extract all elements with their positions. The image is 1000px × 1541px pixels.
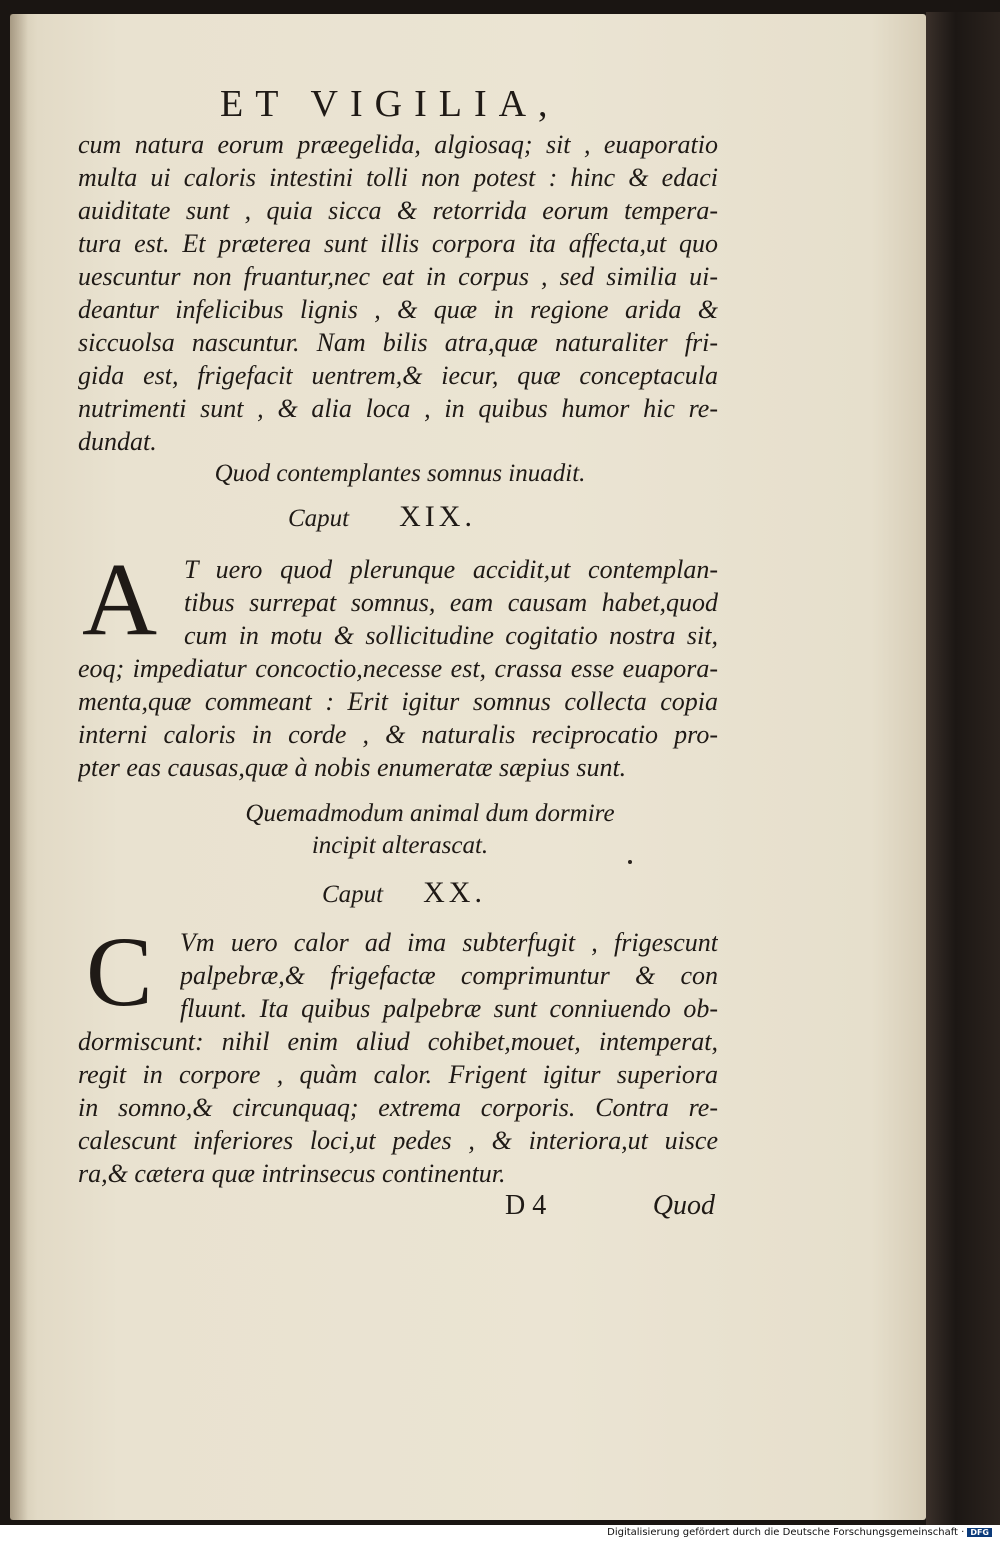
section-19-indented: [184, 553, 718, 652]
text-line: multa ui caloris intestini tolli non potest : hinc & edaci: [78, 163, 718, 192]
text-line: menta,quæ commeant : Erit igitur somnus collecta copia: [78, 687, 718, 716]
signature-mark: D 4: [505, 1190, 547, 1221]
catchword: Quod: [652, 1190, 715, 1221]
text-line: gida est, frigefacit uentrem,& iecur, quæ conceptacula: [78, 361, 718, 390]
text-line: pter eas causas,quæ à nobis enumeratæ sæpius sunt.: [78, 753, 627, 782]
chapter-number: XX.: [423, 876, 486, 909]
section-20-chapter: [322, 876, 486, 910]
dropcap-c: C: [86, 916, 153, 1027]
dfg-logo: DFG: [967, 1528, 992, 1537]
ink-speck: [628, 860, 632, 864]
text-line: eoq; impediatur concoctio,necesse est, crassa esse euapora-: [78, 654, 718, 683]
text-line: interni caloris in corde , & naturalis reciprocatio pro-: [78, 720, 718, 749]
text-line: dundat.: [78, 427, 157, 456]
text-line: tura est. Et præterea sunt illis corpora ita affecta,ut quo: [78, 229, 718, 258]
text-line: cum natura eorum præegelida, algiosaq; sit , euaporatio: [78, 130, 718, 159]
section-20-body: [78, 1025, 718, 1190]
paragraph-1: [78, 128, 718, 458]
chapter-label: Caput: [288, 505, 350, 532]
section-19-chapter: [288, 500, 476, 534]
text-line: siccuolsa nascuntur. Nam bilis atra,quæ naturaliter fri-: [78, 328, 718, 357]
section-20-title-line2: incipit alterascat.: [311, 832, 489, 859]
section-20-indented: [180, 926, 718, 1025]
section-19-body: [78, 652, 718, 784]
digitization-credit: [607, 1527, 992, 1538]
chapter-label: Caput: [322, 881, 384, 908]
text-line: uescuntur non fruantur,nec eat in corpus , sed similia ui-: [78, 262, 718, 291]
text-line: nutrimenti sunt , & alia loca , in quibus humor hic re-: [78, 394, 718, 423]
text-line: Vm uero calor ad ima subterfugit , frigescunt: [180, 928, 718, 957]
text-line: cum in motu & sollicitudine cogitatio nostra sit,: [184, 621, 718, 650]
text-line: fluunt. Ita quibus palpebræ sunt conniuendo ob-: [180, 994, 718, 1023]
text-line: deantur infelicibus lignis , & quæ in regione arida &: [78, 295, 718, 324]
text-line: palpebræ,& frigefactæ comprimuntur & con: [180, 961, 718, 990]
running-head: ET VIGILIA,: [220, 83, 560, 125]
text-line: auiditate sunt , quia sicca & retorrida eorum tempera-: [78, 196, 718, 225]
page-footer: [505, 1190, 715, 1222]
text-line: ra,& cætera quæ intrinsecus continentur.: [78, 1159, 506, 1188]
text-line: regit in corpore , quàm calor. Frigent igitur superiora: [78, 1060, 718, 1089]
book-edge: [926, 12, 1000, 1525]
text-line: dormiscunt: nihil enim aliud cohibet,mouet, intemperat,: [78, 1027, 718, 1056]
section-19-title: Quod contemplantes somnus inuadit.: [214, 460, 586, 487]
dropcap-a: A: [82, 542, 158, 657]
text-line: in somno,& circunquaq; extrema corporis. Contra re-: [78, 1093, 718, 1122]
text-line: calescunt inferiores loci,ut pedes , & interiora,ut uisce: [78, 1126, 718, 1155]
credit-text: Digitalisierung gefördert durch die Deutsche Forschungsgemeinschaft ·: [607, 1527, 965, 1538]
section-20-title-line1: Quemadmodum animal dum dormire: [245, 800, 615, 827]
gutter-shadow: [10, 14, 28, 1520]
chapter-number: XIX.: [399, 500, 476, 533]
text-line: tibus surrepat somnus, eam causam habet,quod: [184, 588, 718, 617]
text-line: T uero quod plerunque accidit,ut contemplan-: [184, 555, 718, 584]
